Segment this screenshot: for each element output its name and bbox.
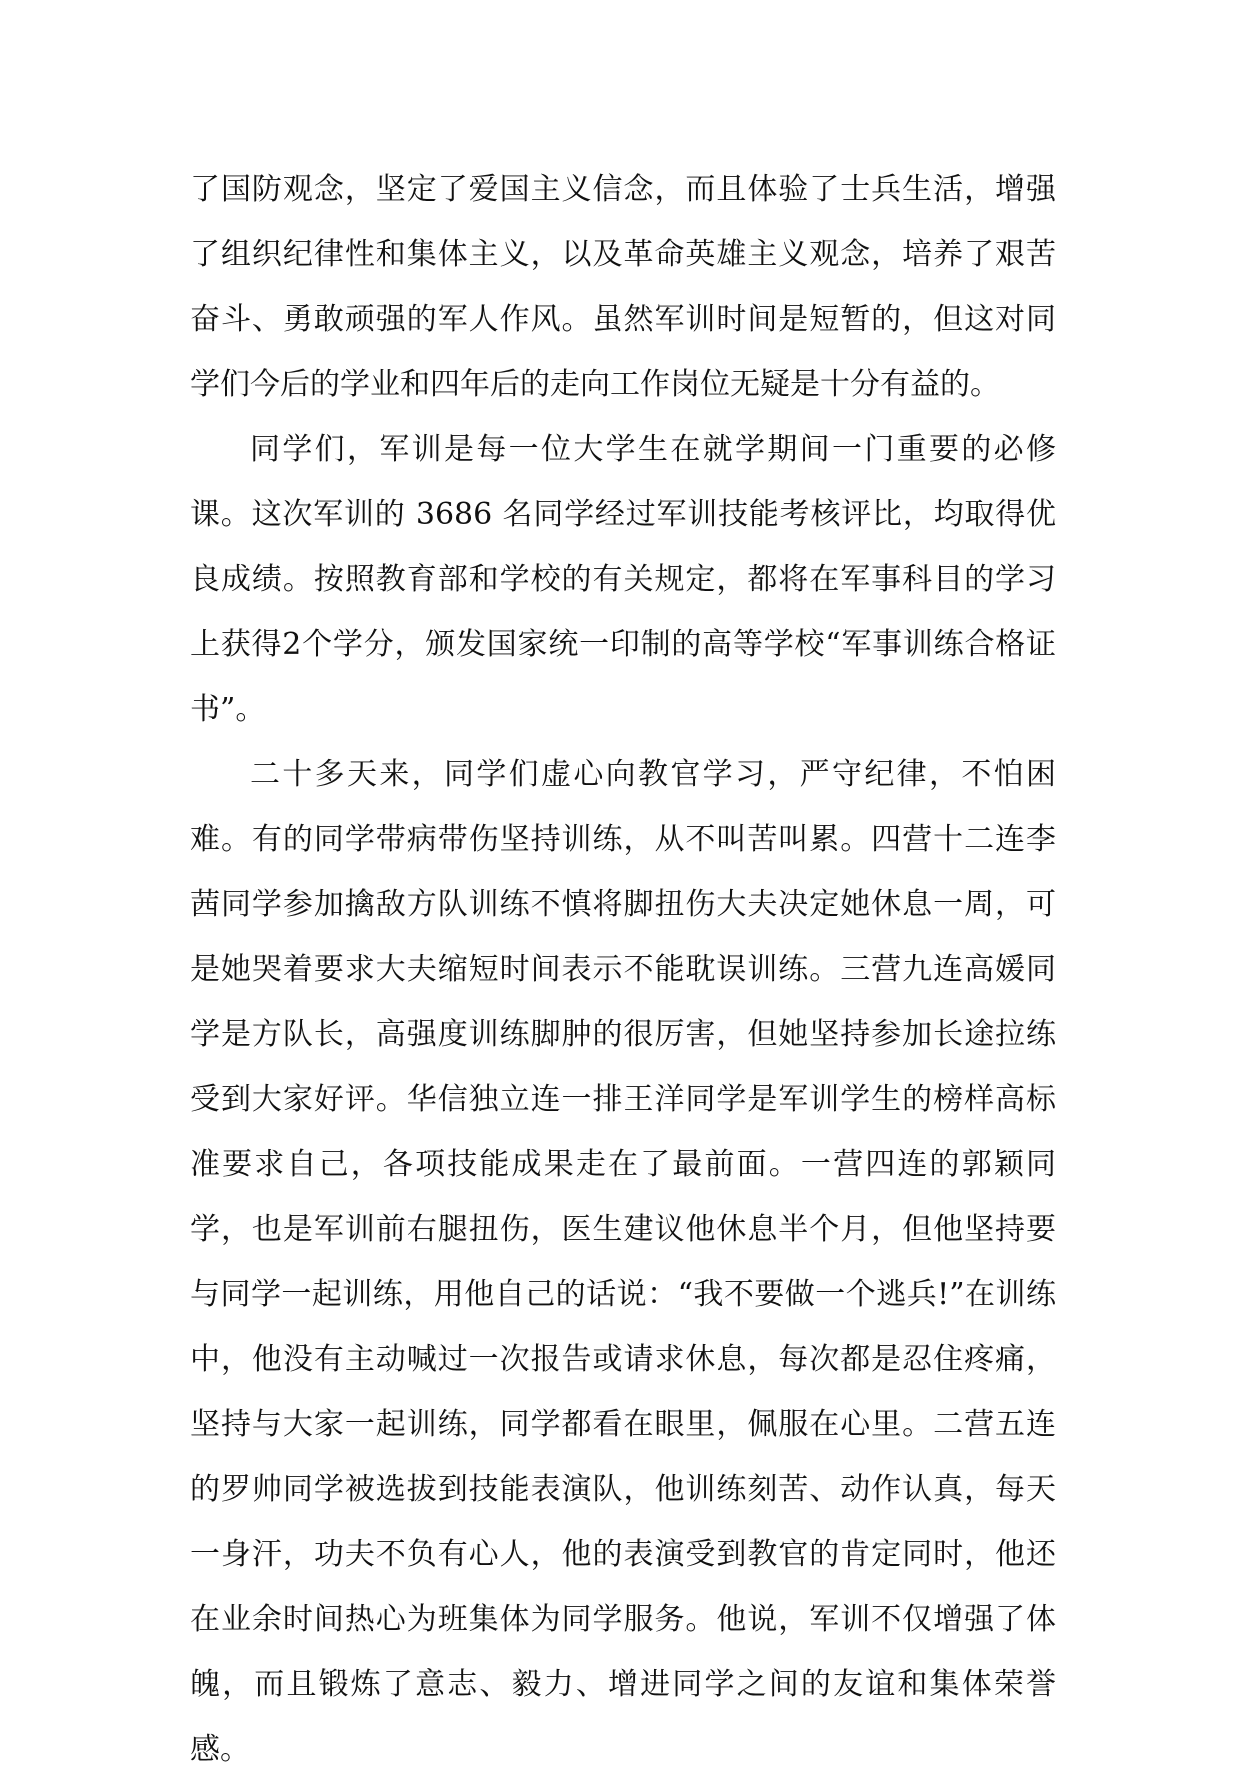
paragraph-continuation: 了国防观念，坚定了爱国主义信念，而且体验了士兵生活，增强了组织纪律性和集体主义，以及革命英雄主义观念，培养了艰苦奋斗、勇敢顽强的军人作风。虽然军训时间是短暂的，但这对同学们今后的学业和四年后的走向工作岗位无疑是十分有益的。 — [190, 172, 1056, 402]
document-body — [190, 157, 1056, 1782]
paragraph-student-examples: 二十多天来，同学们虚心向教官学习，严守纪律，不怕困难。有的同学带病带伤坚持训练，从不叫苦叫累。四营十二连李茜同学参加擒敌方队训练不慎将脚扭伤大夫决定她休息一周，可是她哭着要求大夫缩短时间表示不能耽误训练。三营九连高媛同学是方队长，高强度训练脚肿的很厉害，但她坚持参加长途拉练受到大家好评。华信独立连一排王洋同学是军训学生的榜样高标准要求自己，各项技能成果走在了最前面。一营四连的郭颖同学，也是军训前右腿扭伤，医生建议他休息半个月，但他坚持要与同学一起训练，用他自己的话说：“我不要做一个逃兵!”在训练中，他没有主动喊过一次报告或请求休息，每次都是忍住疼痛，坚持与大家一起训练，同学都看在眼里，佩服在心里。二营五连的罗帅同学被选拔到技能表演队，他训练刻苦、动作认真，每天一身汗，功夫不负有心人，他的表演受到教官的肯定同时，他还在业余时间热心为班集体为同学服务。他说，军训不仅增强了体魄，而且锻炼了意志、毅力、增进同学之间的友谊和集体荣誉感。 — [190, 757, 1056, 1767]
paragraph-military-training-credits: 同学们，军训是每一位大学生在就学期间一门重要的必修课。这次军训的 3686 名同学经过军训技能考核评比，均取得优良成绩。按照教育部和学校的有关规定，都将在军事科目的学习上获得2个学分，颁发国家统一印制的高等学校“军事训练合格证书”。 — [190, 432, 1056, 727]
